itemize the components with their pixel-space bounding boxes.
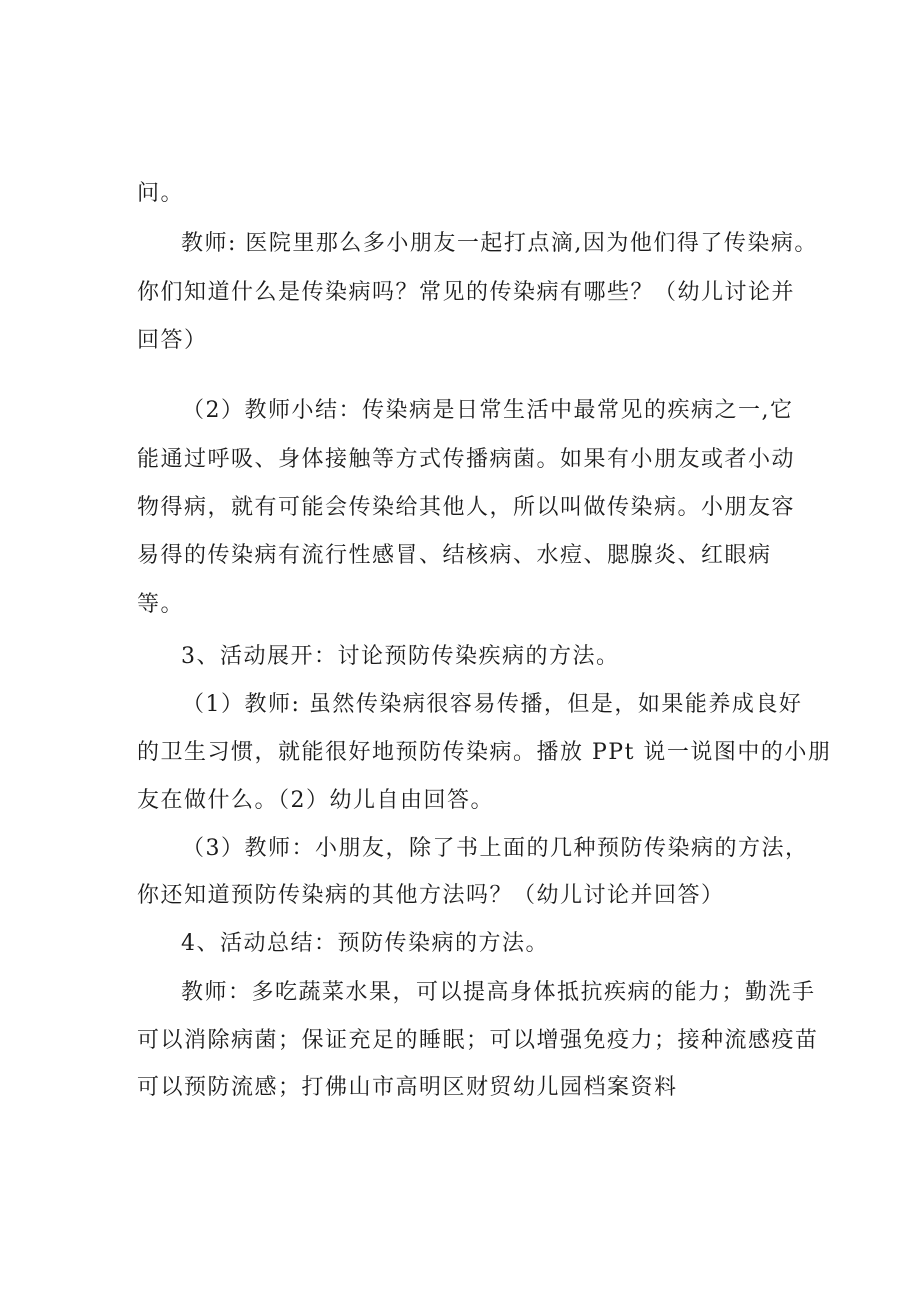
text-line: （1）教师: 虽然传染病很容易传播，但是，如果能养成良好 <box>182 692 803 717</box>
section-heading: 3、活动展开：讨论预防传染疾病的方法。 <box>181 644 620 669</box>
text-line: 教师：多吃蔬菜水果，可以提高身体抵抗疾病的能力；勤洗手 <box>181 980 816 1005</box>
text-line: 你还知道预防传染病的其他方法吗？（幼儿讨论并回答） <box>137 883 725 908</box>
text-line: 易得的传染病有流行性感冒、结核病、水痘、腮腺炎、红眼病 <box>137 543 772 568</box>
text-line: 回答） <box>137 328 208 353</box>
text-line: 的卫生习惯，就能很好地预防传染病。播放 PPt 说一说图中的小朋 <box>137 740 832 765</box>
text-line: （3）教师：小朋友，除了书上面的几种预防传染病的方法， <box>182 836 809 861</box>
text-line: （2）教师小结：传染病是日常生活中最常见的疾病之一,它 <box>182 398 794 423</box>
section-heading: 4、活动总结：预防传染病的方法。 <box>181 931 549 956</box>
text-line: 你们知道什么是传染病吗？常见的传染病有哪些？（幼儿讨论并 <box>137 280 796 305</box>
text-line: 问。 <box>137 181 185 206</box>
text-line: 等。 <box>137 592 185 617</box>
text-line: 友在做什么。（2）幼儿自由回答。 <box>137 788 494 813</box>
text-line: 可以预防流感；打佛山市高明区财贸幼儿园档案资料 <box>137 1075 678 1100</box>
text-line: 教师: 医院里那么多小朋友一起打点滴,因为他们得了传染病。 <box>181 231 818 256</box>
text-line: 能通过呼吸、身体接触等方式传播病菌。如果有小朋友或者小动 <box>137 447 796 472</box>
text-line: 可以消除病菌；保证充足的睡眠；可以增强免疫力；接种流感疫苗 <box>137 1028 819 1053</box>
text-line: 物得病，就有可能会传染给其他人，所以叫做传染病。小朋友容 <box>137 495 796 520</box>
